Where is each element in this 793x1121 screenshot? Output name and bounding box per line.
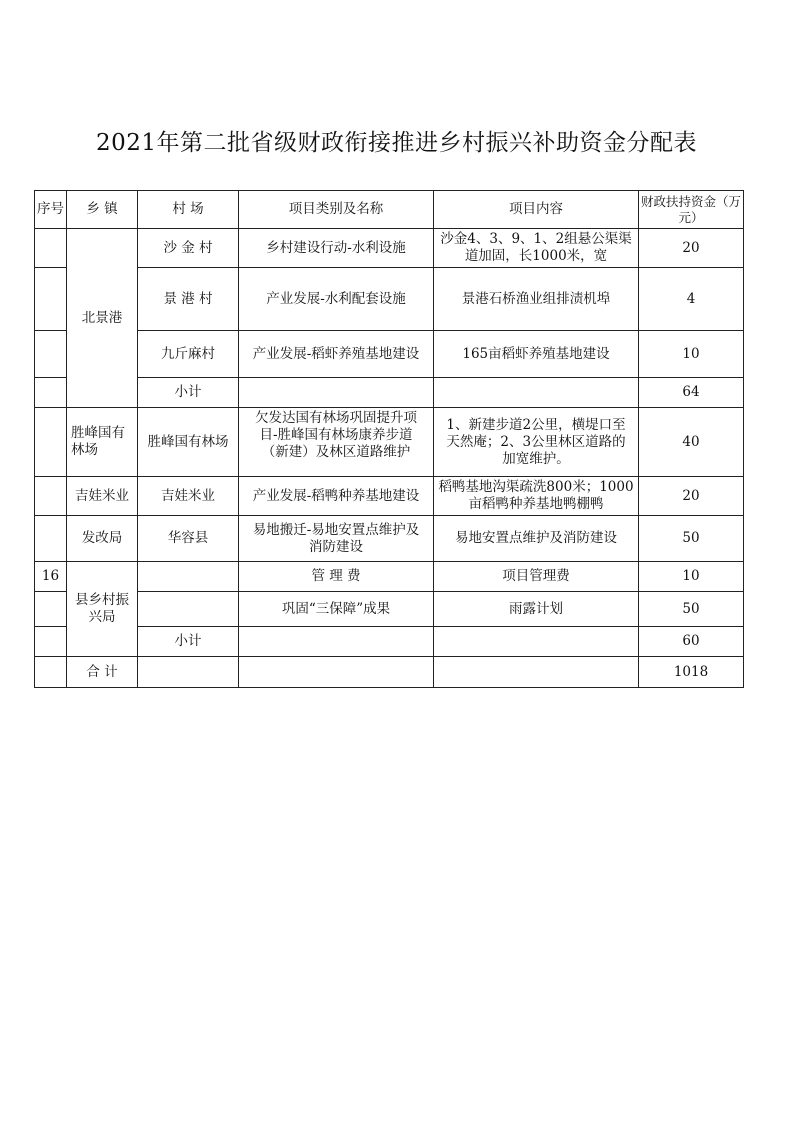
seq-cell [34, 267, 67, 331]
village-cell [137, 591, 239, 627]
category-cell: 欠发达国有林场巩固提升项目-胜峰国有林场康养步道（新建）及林区道路维护 [238, 407, 434, 477]
seq-cell [34, 407, 67, 477]
funds-cell: 20 [638, 476, 744, 516]
total-content-cell [433, 656, 639, 688]
village-cell: 吉娃米业 [137, 476, 239, 516]
village-cell: 小计 [137, 626, 239, 657]
category-cell: 管 理 费 [238, 561, 434, 592]
page-title: 2021年第二批省级财政衔接推进乡村振兴补助资金分配表 [95, 130, 698, 156]
category-cell: 产业发展-稻鸭种养基地建设 [238, 476, 434, 516]
category-cell: 产业发展-稻虾养殖基地建设 [238, 330, 434, 378]
content-cell: 165亩稻虾养殖基地建设 [433, 330, 639, 378]
header-funds: 财政扶持资金（万元） [638, 190, 744, 229]
header-town: 乡 镇 [66, 190, 138, 229]
total-seq-cell [34, 656, 67, 688]
town-cell: 县乡村振兴局 [66, 561, 138, 657]
header-seq: 序号 [34, 190, 67, 229]
content-cell: 雨露计划 [433, 591, 639, 627]
total-category-cell [238, 656, 434, 688]
total-funds: 1018 [638, 656, 744, 688]
funds-cell: 10 [638, 330, 744, 378]
village-cell: 沙 金 村 [137, 228, 239, 268]
funds-cell: 4 [638, 267, 744, 331]
town-cell: 发改局 [66, 515, 138, 562]
content-cell: 项目管理费 [433, 561, 639, 592]
funds-cell: 50 [638, 591, 744, 627]
content-cell: 沙金4、3、9、1、2组悬公渠渠道加固，长1000米，宽 [433, 228, 639, 268]
funds-cell: 40 [638, 407, 744, 477]
village-cell: 九斤麻村 [137, 330, 239, 378]
category-cell [238, 626, 434, 657]
village-cell: 景 港 村 [137, 267, 239, 331]
town-cell: 胜峰国有林场 [66, 407, 138, 477]
header-category: 项目类别及名称 [238, 190, 434, 229]
funds-cell: 64 [638, 377, 744, 408]
seq-cell: 16 [34, 561, 67, 592]
funds-cell: 60 [638, 626, 744, 657]
seq-cell [34, 515, 67, 562]
content-cell: 1、新建步道2公里，横堤口至天然庵；2、3公里林区道路的加宽维护。 [433, 407, 639, 477]
category-cell: 乡村建设行动-水利设施 [238, 228, 434, 268]
town-cell: 吉娃米业 [66, 476, 138, 516]
seq-cell [34, 228, 67, 268]
funds-cell: 50 [638, 515, 744, 562]
header-content: 项目内容 [433, 190, 639, 229]
town-cell: 北景港 [66, 228, 138, 408]
header-village: 村 场 [137, 190, 239, 229]
seq-cell [34, 330, 67, 378]
village-cell: 华容县 [137, 515, 239, 562]
seq-cell [34, 591, 67, 627]
seq-cell [34, 476, 67, 516]
content-cell [433, 626, 639, 657]
total-label: 合 计 [66, 656, 138, 688]
village-cell: 小计 [137, 377, 239, 408]
content-cell: 景港石桥渔业组排渍机埠 [433, 267, 639, 331]
category-cell: 巩固“三保障”成果 [238, 591, 434, 627]
funds-cell: 10 [638, 561, 744, 592]
seq-cell [34, 626, 67, 657]
category-cell: 易地搬迁-易地安置点维护及消防建设 [238, 515, 434, 562]
total-village-cell [137, 656, 239, 688]
content-cell: 易地安置点维护及消防建设 [433, 515, 639, 562]
content-cell [433, 377, 639, 408]
category-cell: 产业发展-水利配套设施 [238, 267, 434, 331]
village-cell: 胜峰国有林场 [137, 407, 239, 477]
content-cell: 稻鸭基地沟渠疏洗800米；1000亩稻鸭种养基地鸭棚鸭 [433, 476, 639, 516]
funds-cell: 20 [638, 228, 744, 268]
village-cell [137, 561, 239, 592]
category-cell [238, 377, 434, 408]
seq-cell [34, 377, 67, 408]
